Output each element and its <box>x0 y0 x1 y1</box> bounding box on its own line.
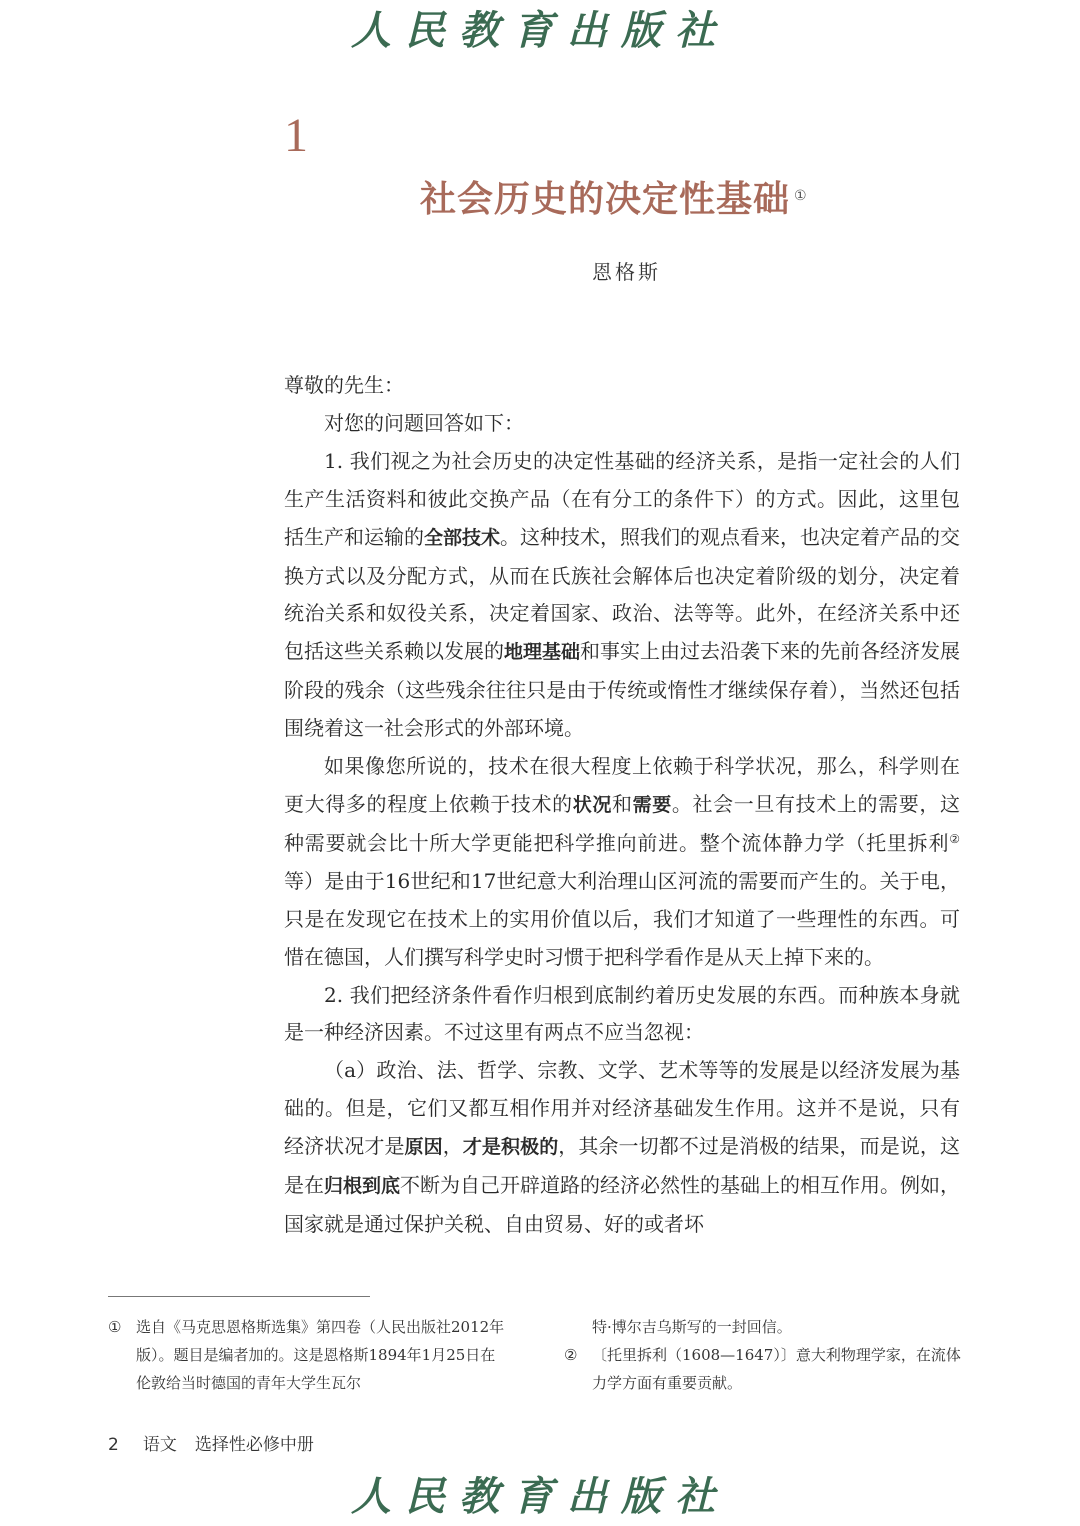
footnote-1-continued: 特·博尔吉乌斯写的一封回信。 <box>592 1318 792 1336</box>
p4-bold-1: 原因 <box>404 1136 443 1159</box>
chapter-number: 1 <box>284 109 308 162</box>
p1-bold-1: 全部技术 <box>424 526 501 549</box>
p1-text-c: 。这种技术，照我们的观点看来，也决定着产品的交换方式以及分配方式，从而在氏族社会解体后也决定着阶级的划分，决定着统治关系和奴役关系，决定着国家、政治、法等等。此外，在经济关系中还包括这些关系赖以发展的 <box>284 524 961 664</box>
author-name: 恩格斯 <box>592 260 661 284</box>
p4-bold-2: 才是积极的 <box>462 1136 559 1159</box>
p1-text-d: 和事实上由过去沿袭下来的先前各经济发展阶段的残余（这些残余往往只是由于传统或惰性才继续保存着），当然还包括围绕着这一社会形式的外部环境。 <box>284 639 961 741</box>
p4-text-d: ，其余一切都不过是消极的结果，而是说，这是在 <box>284 1134 960 1198</box>
chapter-title <box>420 176 808 224</box>
p1-bold-2: 地理基础 <box>504 641 581 664</box>
paragraph-1 <box>284 443 960 748</box>
letter-body <box>284 367 960 1244</box>
p4-bold-3: 归根到底 <box>324 1175 401 1198</box>
publisher-watermark-bottom: 人民教育出版社 <box>351 1473 729 1520</box>
footnote-1-marker: ① <box>108 1318 122 1336</box>
footer-book-title: 选择性必修中册 <box>194 1435 314 1455</box>
title-footnote-ref[interactable]: ① <box>794 188 808 204</box>
footnote-ref-2[interactable]: ② <box>949 831 960 846</box>
p4-text-a: （a）政治、法、哲学、宗教、文学、艺术等等的发展是以经济发展为基础的。但是，它们又都互相作用并对经济基础发生作用。这并不是说，只有经济状况才是 <box>284 1058 960 1159</box>
page-footer <box>108 1433 314 1457</box>
p2-bold-2: 需要 <box>632 793 672 816</box>
footnote-divider <box>108 1296 370 1297</box>
p4-text-e: 不断为自己开辟道路的经济必然性的基础上的相互作用。例如，国家就是通过保护关税、自由贸易、好的或者坏 <box>284 1173 961 1236</box>
salutation: 尊敬的先生： <box>284 373 404 397</box>
footnotes-right-column <box>564 1313 964 1397</box>
footer-subject: 语文 <box>142 1435 177 1455</box>
p2-text-a: 如果像您所说的，技术在很大程度上依赖于科学状况，那么，科学则在更大得多的程度上依赖于技术的 <box>284 754 960 816</box>
paragraph-4 <box>284 1052 960 1244</box>
footnote-2-marker: ② <box>564 1346 578 1364</box>
p4-text-c: ， <box>442 1134 463 1159</box>
p2-text-e: 等）是由于16世纪和17世纪意大利治理山区河流的需要而产生的。关于电，只是在发现它在技术上的实用价值以后，我们才知道了一些理性的东西。可惜在德国，人们撰写科学史时习惯于把科学看作是从天上掉下来的。 <box>284 868 960 969</box>
p2-text-d: 。社会一旦有技术上的需要，这种需要就会比十所大学更能把科学推向前进。整个流体静力学（托里拆利 <box>284 791 960 855</box>
footnote-1-text: 选自《马克思恩格斯选集》第四卷（人民出版社2012年版）。题目是编者加的。这是恩格斯1894年1月25日在伦敦给当时德国的青年大学生瓦尔 <box>136 1318 505 1392</box>
p2-bold-1: 状况 <box>572 793 612 816</box>
footnotes-left-column <box>108 1313 506 1397</box>
intro-paragraph: 对您的问题回答如下： <box>324 410 524 435</box>
footnote-2 <box>564 1341 964 1397</box>
paragraph-2 <box>284 748 960 976</box>
footnote-1 <box>108 1313 506 1397</box>
p1-text-a: 1. 我们视之为社会历史的决定性基础的经济关系，是指一定社会的人们生产生活资料和彼此交换产品（在有分工的条件下）的方式。因此，这里包括生产和运输的 <box>284 448 960 549</box>
page-number: 2 <box>108 1435 119 1455</box>
p2-text-c: 和 <box>612 791 633 816</box>
chapter-title-text: 社会历史的决定性基础 <box>420 179 791 220</box>
paragraph-3: 2. 我们把经济条件看作归根到底制约着历史发展的东西。而种族本身就是一种经济因素。不过这里有两点不应当忽视： <box>284 982 960 1045</box>
footnote-2-text: 〔托里拆利（1608—1647）〕意大利物理学家，在流体力学方面有重要贡献。 <box>592 1346 961 1392</box>
publisher-watermark-top: 人民教育出版社 <box>351 7 729 54</box>
